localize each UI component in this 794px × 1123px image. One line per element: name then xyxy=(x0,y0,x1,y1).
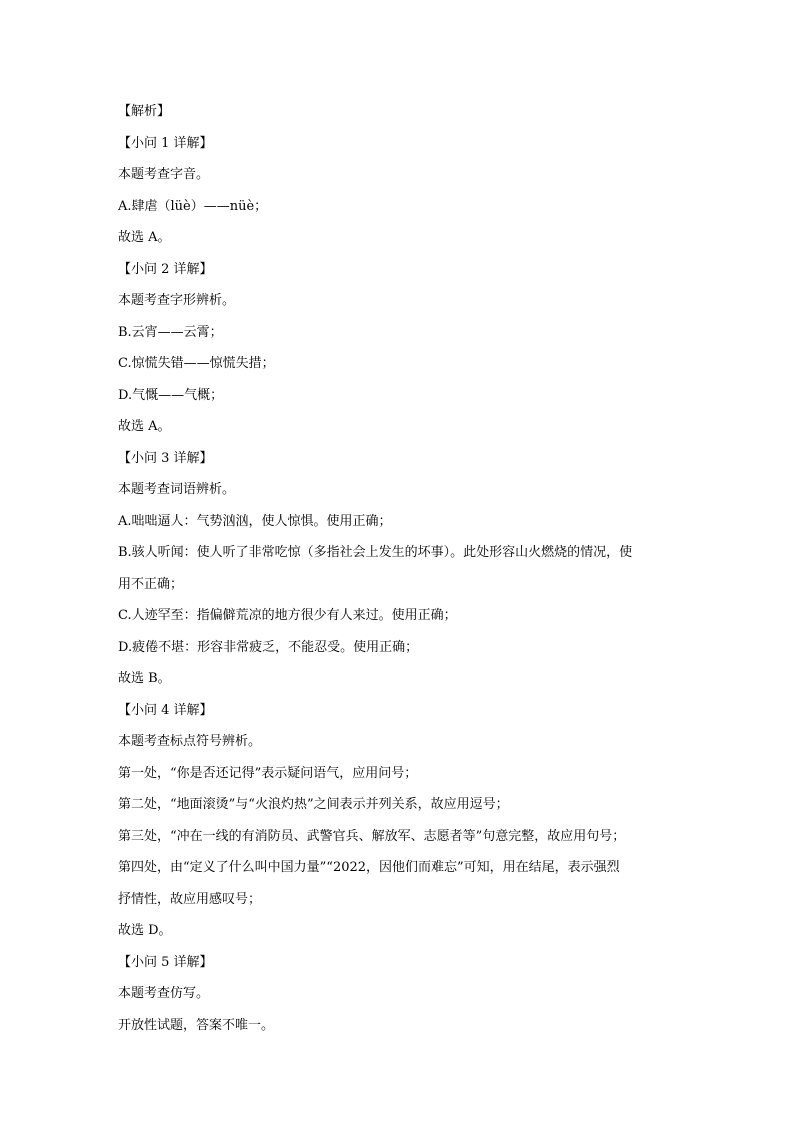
subquestion-3-topic: 本题考查词语辨析。 xyxy=(118,482,236,497)
section-heading-analysis: 【解析】 xyxy=(118,104,171,119)
answer-analysis xyxy=(118,101,678,1046)
subquestion-2-option-c: C.惊慌失错——惊慌失措； xyxy=(118,356,275,371)
subquestion-5-heading: 【小问 5 详解】 xyxy=(118,954,213,970)
subquestion-2-heading: 【小问 2 详解】 xyxy=(118,261,213,277)
subquestion-4-point-3: 第三处，“冲在一线的有消防员、武警官兵、解放军、志愿者等”句意完整，故应用句号； xyxy=(118,828,626,844)
subquestion-5-note: 开放性试题，答案不唯一。 xyxy=(118,1017,275,1033)
subquestion-3-option-b-line-1: B.骇人听闻：使人听了非常吃惊（多指社会上发生的坏事）。此处形容山火燃烧的情况，使 xyxy=(118,545,633,560)
subquestion-2-answer: 故选 A。 xyxy=(118,419,171,434)
subquestion-5-topic: 本题考查仿写。 xyxy=(118,986,210,1001)
subquestion-2-topic: 本题考查字形辨析。 xyxy=(118,293,236,308)
subquestion-1-topic: 本题考查字音。 xyxy=(118,167,210,182)
subquestion-4-point-1: 第一处，“你是否还记得”表示疑问语气，应用问号； xyxy=(118,765,418,781)
subquestion-4-point-4-line-2: 抒情性，故应用感叹号； xyxy=(118,891,262,907)
subquestion-2-option-d: D.气慨——气概； xyxy=(118,387,224,403)
subquestion-4-topic: 本题考查标点符号辨析。 xyxy=(118,734,262,749)
subquestion-1-option-a: A.肆虐（lüè）——nüè； xyxy=(118,198,268,214)
subquestion-3-option-d: D.疲倦不堪：形容非常疲乏，不能忍受。使用正确； xyxy=(118,639,419,655)
subquestion-3-heading: 【小问 3 详解】 xyxy=(118,450,213,466)
subquestion-3-option-b-line-2: 用不正确； xyxy=(118,576,184,592)
subquestion-4-heading: 【小问 4 详解】 xyxy=(118,702,213,718)
subquestion-3-option-a: A.咄咄逼人：气势汹汹，使人惊惧。使用正确； xyxy=(118,513,392,529)
subquestion-4-answer: 故选 D。 xyxy=(118,923,172,938)
subquestion-3-answer: 故选 B。 xyxy=(118,671,171,686)
subquestion-4-point-4-line-1: 第四处，由“定义了什么叫中国力量”“2022，因他们而难忘”可知，用在结尾，表示强烈 xyxy=(118,860,620,875)
subquestion-3-option-c: C.人迹罕至：指偏僻荒凉的地方很少有人来过。使用正确； xyxy=(118,608,457,623)
subquestion-4-point-2: 第二处，“地面滚烫”与“火浪灼热”之间表示并列关系，故应用逗号； xyxy=(118,797,509,812)
subquestion-2-option-b: B.云宵——云霄； xyxy=(118,324,223,340)
subquestion-1-answer: 故选 A。 xyxy=(118,230,171,245)
subquestion-1-heading: 【小问 1 详解】 xyxy=(118,135,213,151)
